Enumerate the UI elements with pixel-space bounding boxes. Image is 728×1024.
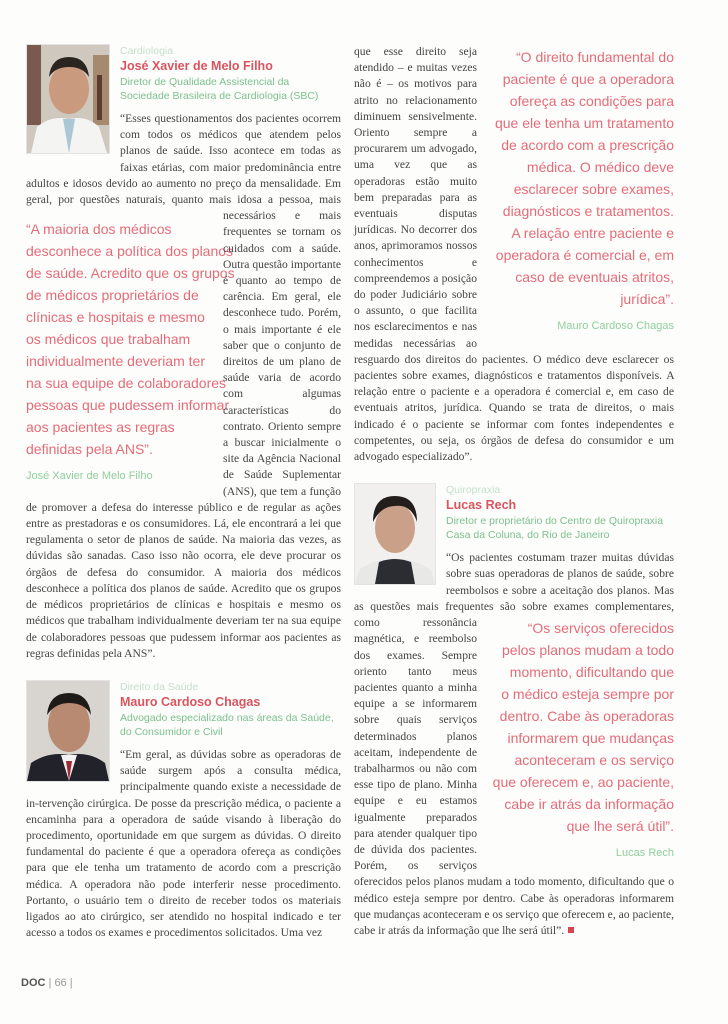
profile-role-jose: Diretor de Qualidade Assistencial da Sociedade Brasileira de Cardiologia (SBC): [120, 76, 319, 102]
jose-text-wide-1: faixas etárias, com maior predominância entre adultos e idosos devido ao aumento no preço da mensalidade. Em geral, por questões naturais, quanto mais idosa a pessoa, mais necessários: [26, 160, 341, 223]
pull-quote-line: os médicos que trabalham: [26, 331, 191, 348]
pull-quote-line: informarem que mudanças: [507, 730, 674, 747]
section-label-cardiologia: Cardiologia: [120, 45, 174, 57]
mauro-text-narrow: que esse direito seja atendido – e muitas vezes não é – os motivos para atrito no relacionamento diminuem sensivelmente. Oriento sempre a procurarem um advogado, uma vez que as operadoras estão muito bem preparadas para as eventuais disputas jurídicas. No decorrer dos anos, aprimoramos nossos conhecimentos e compreendemos a posição do poder Judiciário sobre o assunto, o que facilita nos esclarecimentos e nas medidas necessárias ao resguardo dos direitos do pacientes. O médico deve esclarecer os pacientes sobre exames, diagnósticos e tratamentos disponíveis. A: [354, 45, 674, 383]
pull-quote-line: definidas pela ANS”.: [26, 441, 153, 458]
pull-quote-mauro: [489, 46, 674, 310]
pull-quote-line: diagnósticos e tratamentos.: [502, 203, 674, 219]
pull-quote-line: na sua equipe de colaboradores: [26, 375, 227, 392]
pull-quote-line: que oferecem e, ao paciente,: [492, 774, 674, 791]
pull-quote-line: individualmente deveriam ter: [26, 353, 205, 370]
pull-quote-line: clínicas e hospitais e mesmo: [26, 309, 205, 326]
jose-text-wide-2: as prestadoras e os consumidores. Lá, ele encontrará a lei que regulamenta o setor de planos de saúde. Na maioria das vezes, as dúvidas são sanadas. Caso isso não ocorra, ele deve procurar os órgãos de defesa do consumidor. A maioria dos médicos desconhece a política dos planos de saúde. Acredito que os grupos de médicos proprietários de clínicas e hospitais e mesmo os médicos que trabalham individualmente deveriam ter na sua equipe de colaboradores pessoas que pudessem informar aos pacientes as regras definidas pela ANS”.: [26, 517, 342, 660]
pull-quote-line: cabe ir atrás da informação: [504, 796, 674, 813]
right-column: [354, 44, 674, 959]
end-of-article-square-icon: [568, 927, 574, 933]
pull-quote-line: caso de eventuais atritos,: [515, 269, 674, 285]
section-label-direito-saude: Direito da Saúde: [120, 680, 199, 693]
mauro-text-wide-2: relação entre o paciente e a operadora é comercial e, em caso de eventuais atritos, jurídica. Quando se trata de direitos, o mais indicado é o paciente se informar com fontes independentes e competentes, ou seja, os órgãos de defesa do consumidor e um advogado especializado”.: [354, 385, 674, 464]
lucas-text-wide-1: dos planos. Mas as questões mais frequentes são sobre exames: [354, 583, 674, 613]
pull-quote-line: esclarecer sobre exames,: [513, 181, 674, 197]
profile-role-lucas: Diretor e proprietário do Centro de Quiropraxia Casa da Coluna, do Rio de Janeiro: [446, 515, 664, 542]
lucas-text-intro: “Os pacientes costumam trazer muitas dúvidas sobre suas operadoras de planos de saúde, sobre reembolsos e sobre a aceitação: [446, 551, 674, 597]
pull-quote-line: pessoas que pudessem informar: [26, 397, 230, 414]
pull-quote-line: pelos planos mudam a todo: [502, 642, 674, 659]
photo-jose-xavier: [26, 44, 110, 154]
photo-lucas-rech: [354, 483, 436, 585]
pull-quote-line: que ele tenha um tratamento: [494, 115, 674, 131]
pull-quote-attribution-lucas: Lucas Rech: [615, 847, 674, 860]
mauro-body-part-2: [354, 44, 674, 465]
photo-mauro-chagas: [26, 680, 110, 782]
left-column: [26, 44, 341, 959]
pull-quote-line: aconteceram e os serviço: [514, 752, 674, 769]
pull-quote-line: aos pacientes as regras: [26, 419, 175, 436]
pull-quote-line: o médico esteja sempre por: [501, 686, 674, 703]
pull-quote-line: dentro. Cabe às operadoras: [499, 708, 674, 725]
pull-quote-lucas: [489, 617, 674, 837]
pull-quote-attribution-mauro: Mauro Cardoso Chagas: [557, 320, 674, 332]
pull-quote-line: ofereça as condições para: [509, 93, 674, 109]
lucas-body: [354, 550, 674, 939]
pull-quote-lucas-box: [489, 617, 674, 861]
section-label-quiropraxia: Quiropraxia: [446, 484, 501, 497]
profile-name-lucas: Lucas Rech: [446, 498, 517, 513]
profile-name-jose: José Xavier de Melo Filho: [120, 59, 273, 73]
mauro-text-intro: “Em geral, as dúvidas sobre as operadoras de saúde surgem após a consulta médica, principalmente quando existe a necessidade de in-: [26, 747, 341, 810]
article-mauro-chagas-continued: [354, 44, 674, 465]
pull-quote-line: operadora é comercial e, em: [495, 247, 674, 263]
pull-quote-line: jurídica”.: [620, 291, 674, 307]
pull-quote-line: de saúde. Acredito que os grupos: [26, 265, 235, 282]
footer-separator: |: [69, 977, 73, 990]
profile-name-mauro: Mauro Cardoso Chagas: [120, 694, 261, 709]
footer-separator: |: [48, 977, 52, 990]
pull-quote-line: momento, dificultando que: [509, 664, 674, 681]
pull-quote-line: A relação entre paciente e: [511, 225, 674, 241]
pull-quote-line: “O direito fundamental do: [516, 49, 674, 65]
lucas-text-wide-2-content: aconteceram e os serviço que oferecem e, ao paciente, cabe ir atrás da informação que lhe será útil”.: [354, 907, 674, 937]
portrait-young-man-icon: [355, 484, 435, 584]
jose-body: [26, 111, 341, 662]
jose-text-intro: “Esses questionamentos dos pacientes ocorrem com todos os médicos que atendem pelos planos de saúde. Isso acontece em todas as: [120, 112, 341, 158]
pull-quote-line: de médicos proprietários de: [26, 287, 199, 304]
portrait-man-dark-suit-icon: [27, 681, 109, 781]
pull-quote-line: paciente é que a operadora: [502, 71, 674, 87]
pull-quote-line: desconhece a política dos planos: [26, 243, 234, 260]
lucas-text-narrow: complementares, como ressonância magnética, e reembolso dos exames. Sempre oriento tanto meus pacientes quanto a minha equipe a se informarem sobre quais serviços determinados planos aceitam, independente de trabalharmos ou não com esse tipo de plano. Minha equipe e eu estamos igualmente preparados para atender qualquer tipo de dúvida dos pacientes. Porém, os serviços oferecidos pelos planos mudam a todo momento, dificultando que o médico esteja sempre por dentro. Cabe às operadoras informarem que mudanças: [354, 599, 674, 921]
pull-quote-line: que lhe será útil”.: [566, 818, 674, 835]
pull-quote-line: de acordo com a prescrição: [501, 137, 674, 153]
pull-quote-mauro-box: [489, 46, 674, 334]
page-number: 66: [54, 977, 67, 990]
pull-quote-attribution-jose: José Xavier de Melo Filho: [26, 470, 153, 483]
pull-quote-line: “A maioria dos médicos: [26, 221, 172, 238]
portrait-man-white-coat-icon: [27, 45, 109, 153]
article-lucas-rech: [354, 483, 674, 939]
mauro-text-wide: tervenção cirúrgica. De posse da prescrição médica, o paciente a encaminha para a operadora de saúde visando à liberação do procedimento, oportunidade em que surgem as dúvidas. O direito fundamental do paciente é que a operadora ofereça as condições para que ele tenha um tratamento de acordo com a prescrição médica. A operadora não pode interferir nesse procedimento. Portanto, o usuário tem o direito de receber todos os materiais ligados ao ato cirúrgico, ser atendido no hospital indicado e ter acesso a todos os exames e procedimentos solicitados. Uma vez: [26, 796, 341, 940]
profile-role-mauro: Advogado especializado nas áreas da Saúde, do Consumidor e Civil: [120, 711, 334, 738]
magazine-name: DOC: [21, 977, 46, 990]
pull-quote-line: “Os serviços oferecidos: [527, 620, 674, 637]
pull-quote-jose: [26, 218, 235, 460]
article-jose-xavier: [26, 44, 341, 662]
article-mauro-chagas: [26, 680, 341, 941]
pull-quote-line: médica. O médico deve: [526, 159, 674, 175]
page-footer: [0, 959, 728, 1009]
jose-text-narrow: e mais frequentes se tornam os cuidados com a saúde. Outra questão importante é quanto ao tempo de carência. Em geral, ele desconhece tudo. Porém, o mais importante é ele saber que o conjunto de direitos de um plano de saúde varia de acordo com algumas características do contrato. Oriento sempre a buscar inicialmente o site da Agência Nacional de Saúde Suplementar (ANS), que tem a função de promover a defesa do interesse público e de regular as ações entre: [26, 209, 341, 531]
